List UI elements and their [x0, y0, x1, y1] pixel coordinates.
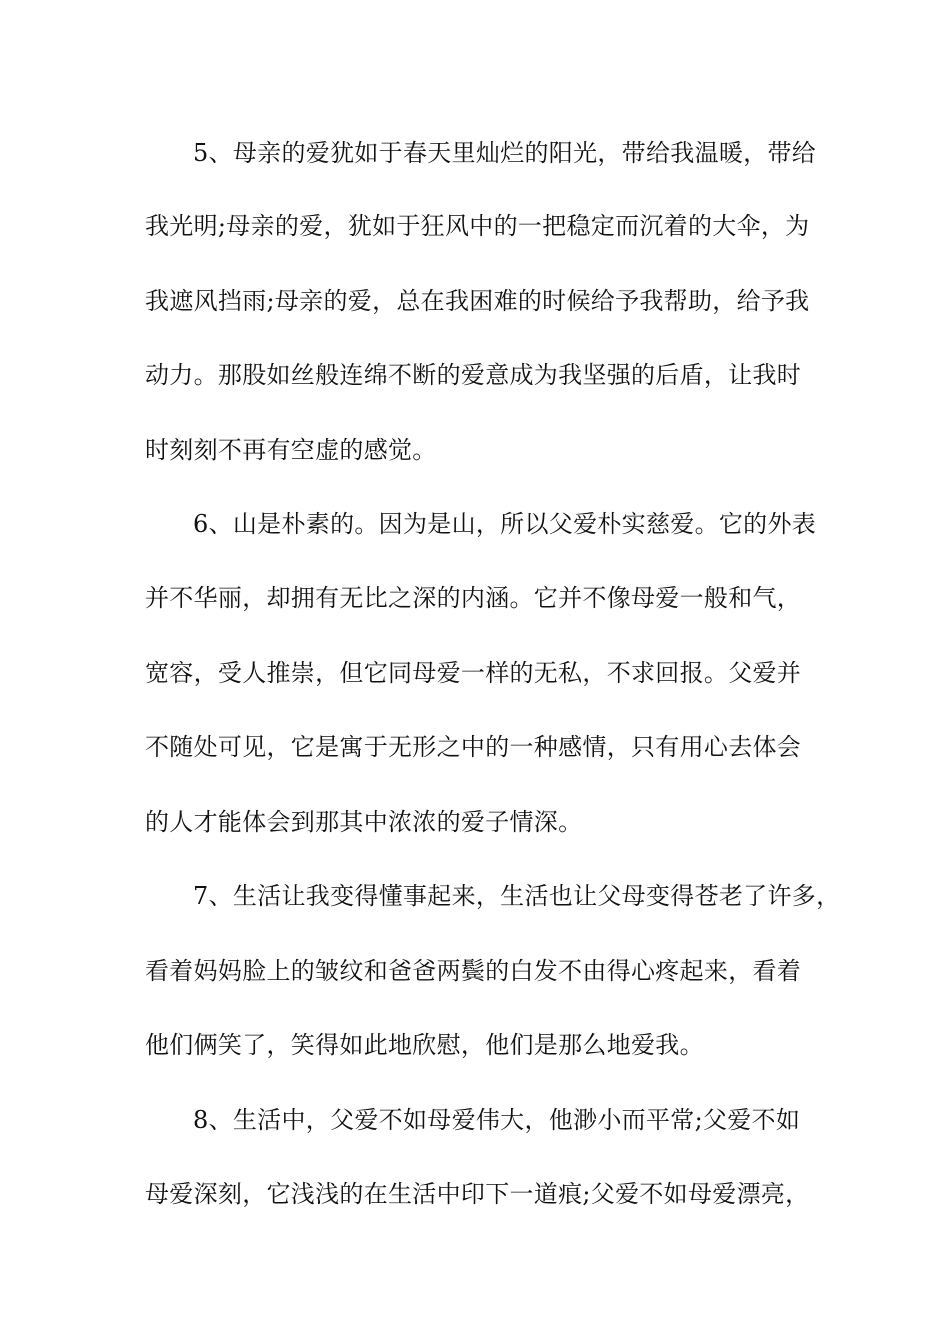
paragraph-6-line-1: 6、山是朴素的。因为是山，所以父爱朴实慈爱。它的外表: [193, 510, 817, 538]
paragraph-5-line-2: 我光明;母亲的爱，犹如于狂风中的一把稳定而沉着的大伞，为: [145, 212, 810, 240]
paragraph-8-line-2: 母爱深刻，它浅浅的在生活中印下一道痕;父爱不如母爱漂亮，: [145, 1180, 810, 1208]
paragraph-7-line-3: 他们俩笑了，笑得如此地欣慰，他们是那么地爱我。: [145, 1031, 704, 1059]
paragraph-6-line-2: 并不华丽，却拥有无比之深的内涵。它并不像母爱一般和气，: [145, 584, 802, 612]
paragraph-5-line-1: 5、母亲的爱犹如于春天里灿烂的阳光，带给我温暖，带给: [193, 139, 817, 167]
paragraph-5-line-5: 时刻刻不再有空虚的感觉。: [145, 436, 437, 464]
paragraph-8-line-1: 8、生活中，父爱不如母爱伟大，他渺小而平常;父爱不如: [193, 1106, 801, 1134]
paragraph-7-line-2: 看着妈妈脸上的皱纹和爸爸两鬓的白发不由得心疼起来，看着: [145, 957, 802, 985]
paragraph-5-line-4: 动力。那股如丝般连绵不断的爱意成为我坚强的后盾，让我时: [145, 361, 802, 389]
paragraph-7-line-1: 7、生活让我变得懂事起来，生活也让父母变得苍老了许多，: [193, 882, 841, 910]
paragraph-5-line-3: 我遮风挡雨;母亲的爱，总在我困难的时候给予我帮助，给予我: [145, 287, 810, 315]
paragraph-6-line-4: 不随处可见，它是寓于无形之中的一种感情，只有用心去体会: [145, 733, 802, 761]
paragraph-6-line-3: 宽容，受人推崇，但它同母爱一样的无私，不求回报。父爱并: [145, 659, 802, 687]
paragraph-6-line-5: 的人才能体会到那其中浓浓的爱子情深。: [145, 808, 583, 836]
